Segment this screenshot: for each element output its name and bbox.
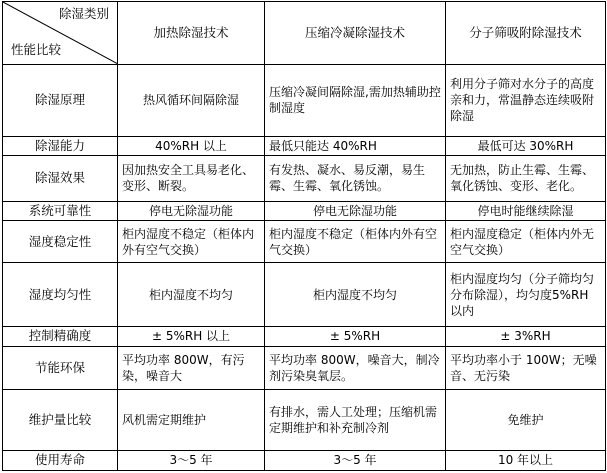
table-cell: 无加热，防止生霉、生霉、氧化锈蚀、变形、老化。 bbox=[446, 155, 606, 201]
table-cell: 最低只能达 40%RH bbox=[265, 136, 446, 155]
table-cell: ± 5%RH 以上 bbox=[118, 327, 265, 346]
table-cell: 40%RH 以上 bbox=[118, 136, 265, 155]
table-cell: 平均功率小于 100W；无噪音、无污染 bbox=[446, 346, 606, 390]
table-cell: 平均功率 800W，有污染，噪音大 bbox=[118, 346, 265, 390]
row-label: 除湿效果 bbox=[3, 155, 118, 201]
table-cell: 柜内湿度不稳定（柜体内外有空气交换） bbox=[265, 221, 446, 263]
table-row bbox=[3, 327, 606, 346]
header-row bbox=[3, 2, 606, 65]
table-cell: 柜内湿度不均匀 bbox=[265, 262, 446, 326]
row-label: 湿度均匀性 bbox=[3, 262, 118, 326]
table-row bbox=[3, 390, 606, 450]
table-cell: 柜内湿度不均匀 bbox=[118, 262, 265, 326]
row-label: 维护量比较 bbox=[3, 390, 118, 450]
table-row bbox=[3, 262, 606, 326]
table-cell: 停电无除湿功能 bbox=[118, 201, 265, 220]
table-cell: 有排水，需人工处理；压缩机需定期维护和补充制冷剂 bbox=[265, 390, 446, 450]
table-cell: 停电无除湿功能 bbox=[265, 201, 446, 220]
row-label: 湿度稳定性 bbox=[3, 221, 118, 263]
column-header-heating: 加热除湿技术 bbox=[118, 2, 265, 65]
row-label: 除湿原理 bbox=[3, 65, 118, 136]
row-label: 除湿能力 bbox=[3, 136, 118, 155]
table-cell: ± 5%RH bbox=[265, 327, 446, 346]
table-cell: 压缩冷凝间隔除湿,需加热辅助控制湿度 bbox=[265, 65, 446, 136]
table-row bbox=[3, 346, 606, 390]
corner-bottom-label: 性能比较 bbox=[11, 42, 62, 58]
comparison-table bbox=[2, 1, 606, 471]
table-row bbox=[3, 450, 606, 471]
row-label: 节能环保 bbox=[3, 346, 118, 390]
column-header-molecular-sieve: 分子筛吸附除湿技术 bbox=[446, 2, 606, 65]
table-cell: ± 3%RH bbox=[446, 327, 606, 346]
table-cell: 因加热安全工具易老化、变形、断裂。 bbox=[118, 155, 265, 201]
column-header-compression: 压缩冷凝除湿技术 bbox=[265, 2, 446, 65]
table-cell: 最低可达 30%RH bbox=[446, 136, 606, 155]
corner-top-label: 除湿类别 bbox=[58, 6, 109, 21]
table-row bbox=[3, 201, 606, 220]
row-label: 控制精确度 bbox=[3, 327, 118, 346]
table-cell: 柜内湿度均匀（分子筛均匀分布除湿），均匀度5%RH 以内 bbox=[446, 262, 606, 326]
table-cell: 柜内湿度稳定（柜体内外无空气交换） bbox=[446, 221, 606, 263]
table-cell: 停电时能继续除湿 bbox=[446, 201, 606, 220]
table-cell: 免维护 bbox=[446, 390, 606, 450]
table-row bbox=[3, 221, 606, 263]
row-label: 使用寿命 bbox=[3, 450, 118, 471]
table-row bbox=[3, 136, 606, 155]
corner-cell bbox=[3, 2, 118, 65]
table-row bbox=[3, 155, 606, 201]
table-cell: 有发热、凝水、易反潮，易生霉、生霉、氧化锈蚀。 bbox=[265, 155, 446, 201]
table-cell: 3～5 年 bbox=[265, 450, 446, 471]
row-label: 系统可靠性 bbox=[3, 201, 118, 220]
table-row bbox=[3, 65, 606, 136]
table-cell: 风机需定期维护 bbox=[118, 390, 265, 450]
table-cell: 平均功率 800W，噪音大，制冷剂污染臭氧层。 bbox=[265, 346, 446, 390]
table-cell: 10 年以上 bbox=[446, 450, 606, 471]
table-cell: 柜内湿度不稳定（柜体内外有空气交换） bbox=[118, 221, 265, 263]
table-cell: 3～5 年 bbox=[118, 450, 265, 471]
table-cell: 热风循环间隔除湿 bbox=[118, 65, 265, 136]
table-cell: 利用分子筛对水分子的高度亲和力，常温静态连续吸附除湿 bbox=[446, 65, 606, 136]
